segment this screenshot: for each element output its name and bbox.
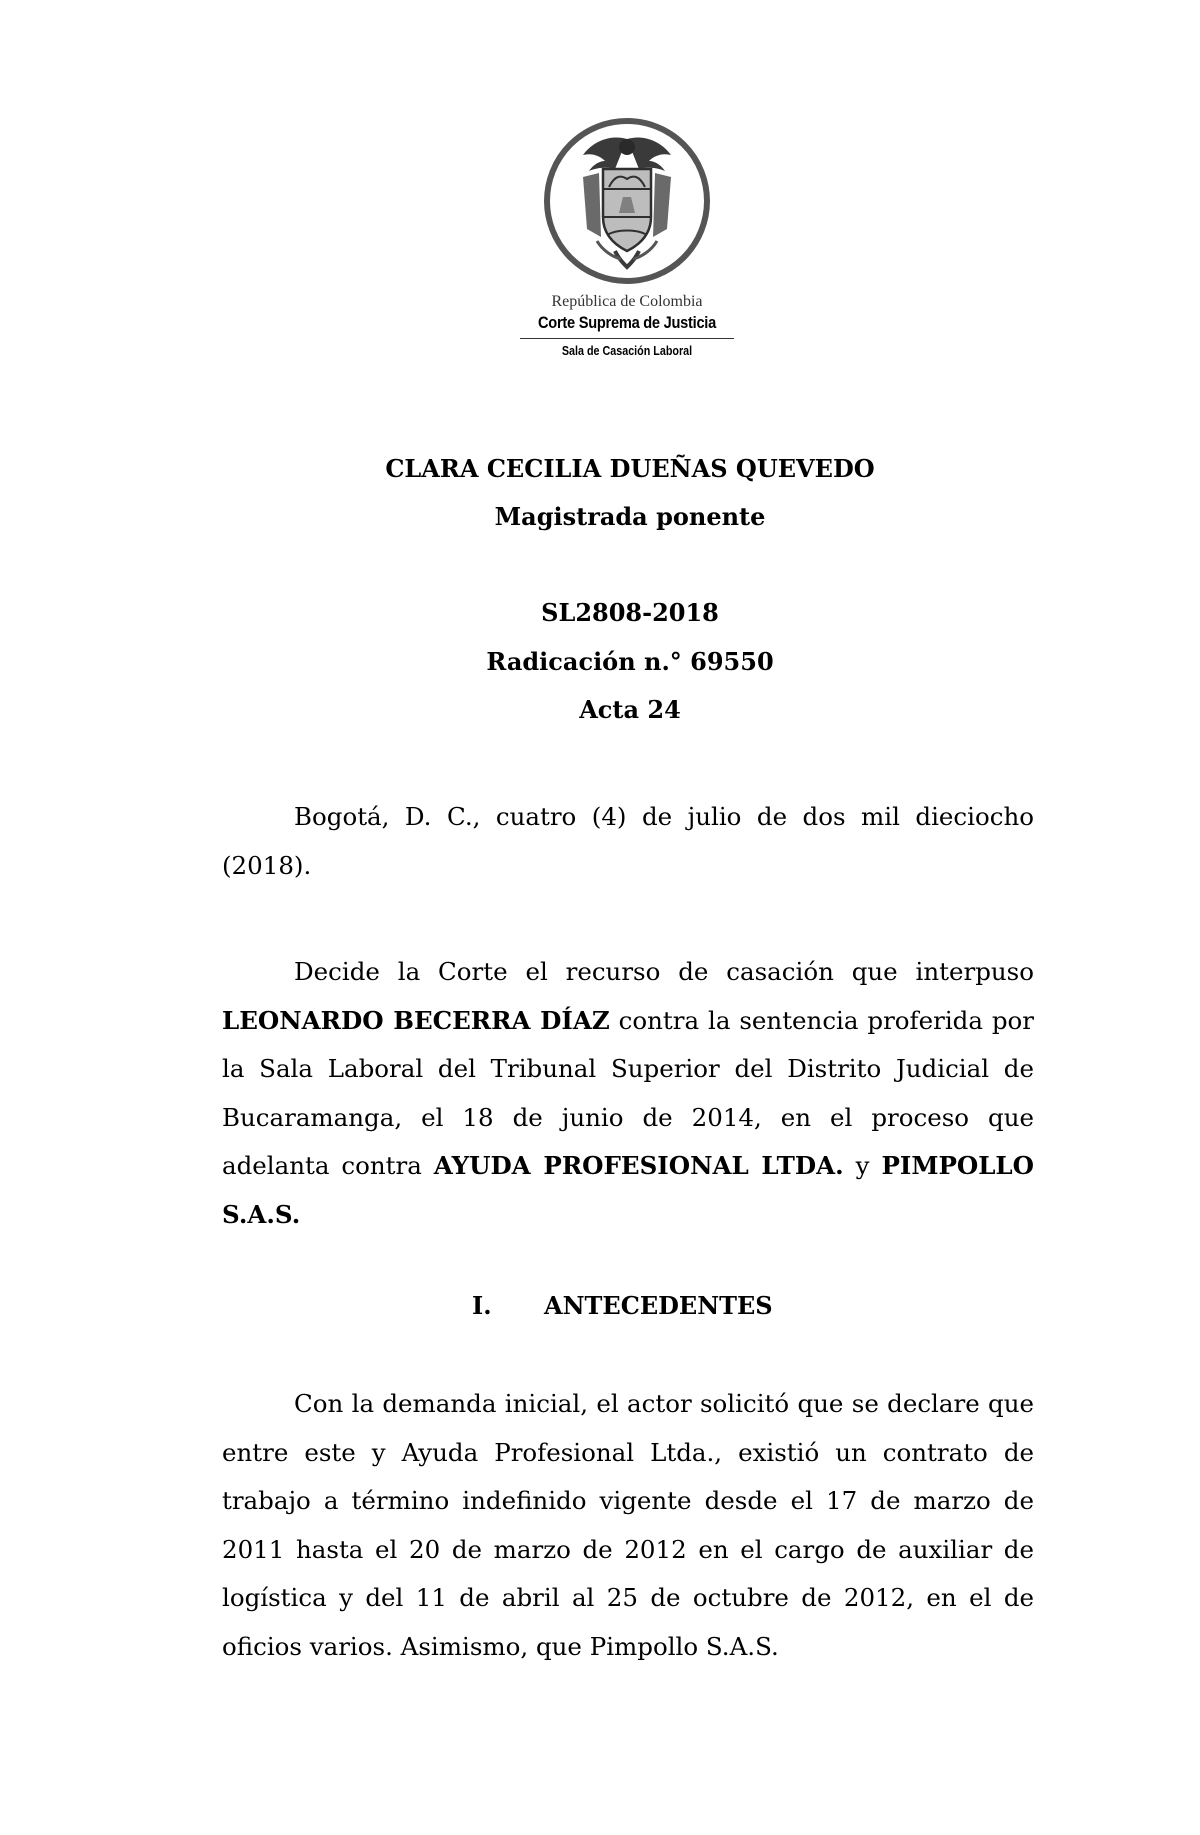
- plaintiff-name: LEONARDO BECERRA DÍAZ: [222, 1005, 610, 1035]
- defendant-1-name: AYUDA PROFESIONAL LTDA.: [433, 1151, 844, 1180]
- institution-header: [520, 292, 734, 359]
- filing-number: Radicación n.° 69550: [486, 647, 774, 676]
- decision-text-2: contra la sentencia proferida por la Sala Laboral del Tribunal Superior del Distrito Judicial de Bucaramanga, el 18 de junio de 2014, en el proceso que adelanta contra: [222, 1005, 1034, 1180]
- chamber-name: Sala de Casación Laboral: [561, 344, 693, 358]
- decision-text-3: y: [843, 1151, 882, 1180]
- header-divider: [520, 338, 734, 339]
- magistrate-role: Magistrada ponente: [494, 502, 766, 531]
- country-name: República de Colombia: [551, 293, 703, 310]
- date-paragraph: Bogotá, D. C., cuatro (4) de julio de dos mil dieciocho (2018).: [222, 802, 1034, 880]
- ruling-number: SL2808-2018: [541, 598, 719, 627]
- antecedentes-paragraph: Con la demanda inicial, el actor solicitó que se declare que entre este y Ayuda Profesional Ltda., existió un contrato de trabajo a término indefinido vigente desde el 17 de marzo de 2011 hasta el 20 de marzo de 2012 en el cargo de auxiliar de logística y del 11 de abril al 25 de octubre de 2012, en el de oficios varios. Asimismo, que Pimpollo S.A.S.: [222, 1389, 1034, 1661]
- defendant-2-name: PIMPOLLO S.A.S.: [222, 1151, 1035, 1229]
- section-number: I.: [472, 1291, 492, 1320]
- magistrate-name: CLARA CECILIA DUEÑAS QUEVEDO: [385, 454, 875, 483]
- decision-text-1: Decide la Corte el recurso de casación que interpuso: [294, 957, 1034, 986]
- colombia-coat-of-arms-icon: [543, 117, 711, 285]
- section-heading: [472, 1291, 773, 1321]
- record-number: Acta 24: [579, 695, 681, 724]
- decision-paragraph: [222, 948, 1034, 1239]
- section-title: ANTECEDENTES: [544, 1291, 773, 1320]
- court-name: Corte Suprema de Justicia: [538, 313, 716, 332]
